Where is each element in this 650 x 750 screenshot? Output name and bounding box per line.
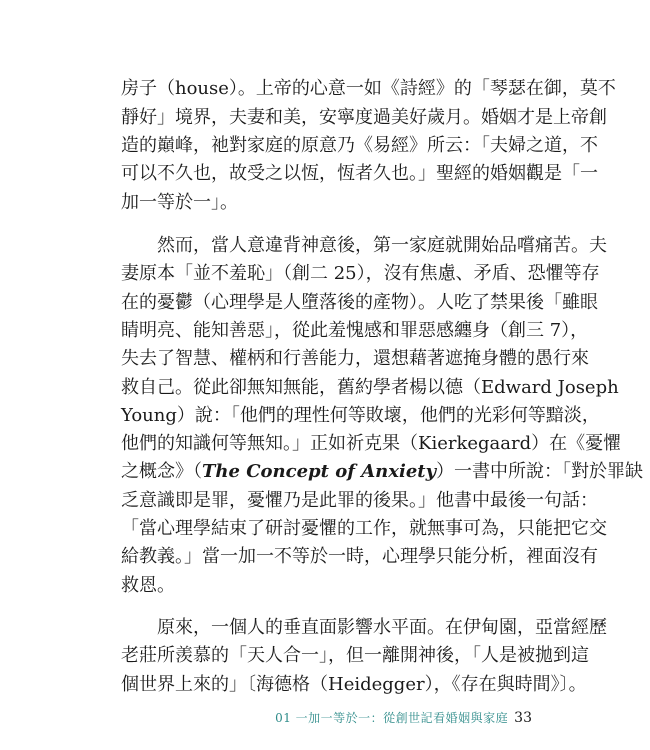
running-footer	[0, 707, 532, 726]
page-number: 33	[514, 709, 532, 726]
chapter-title: 01 一加一等於一：從創世記看婚姻與家庭	[275, 711, 509, 725]
text-line: 睛明亮、能知善惡」，從此羞愧感和罪惡感纏身（創三 7），	[121, 320, 589, 341]
text-line: 靜好」境界，夫妻和美，安寧度過美好歲月。婚姻才是上帝創	[121, 107, 607, 128]
text-line: 加一等於一」。	[121, 192, 238, 213]
text-line: 房子（house）。上帝的心意一如《詩經》的「琴瑟在御，莫不	[121, 78, 616, 99]
text-line: 在的憂鬱（心理學是人墮落後的產物）。人吃了禁果後「雖眼	[121, 292, 598, 313]
text-line: 老莊所羡慕的「天人合一」，但一離開神後，「人是被拋到這	[121, 645, 589, 666]
text-line: 「當心理學結束了研討憂懼的工作，就無事可為，只能把它交	[121, 518, 607, 539]
text-line: 乏意識即是罪，憂懼乃是此罪的後果。」他書中最後一句話：	[121, 490, 598, 511]
text-line: 給教義。」當一加一不等於一時，心理學只能分析，裡面沒有	[121, 546, 598, 567]
text-line: 救恩。	[121, 575, 175, 596]
text-line: 救自己。從此卻無知無能，舊約學者楊以德（Edward Joseph	[121, 377, 619, 398]
book-title-italic: The Concept of Anxiety	[202, 461, 437, 482]
text-line: 可以不久也，故受之以恆，恆者久也。」聖經的婚姻觀是「一	[121, 163, 598, 184]
text-line	[121, 461, 644, 482]
text-line: 個世界上來的」〔海德格（Heidegger），《存在與時間》〕。	[121, 674, 587, 695]
text-line: 他們的知識何等無知。」正如祈克果（Kierkegaard）在《憂懼	[121, 433, 622, 454]
text-segment: 之概念》（	[121, 461, 202, 482]
text-line: 原來，一個人的垂直面影響水平面。在伊甸園，亞當經歷	[121, 617, 607, 638]
text-line: 妻原本「並不羞恥」（創二 25），沒有焦慮、矛盾、恐懼等存	[121, 263, 600, 284]
text-line: Young）說：「他們的理性何等敗壞，他們的光彩何等黯淡，	[121, 405, 600, 426]
text-line: 然而，當人意違背神意後，第一家庭就開始品嚐痛苦。夫	[121, 235, 607, 256]
text-segment: ）一書中所說：「對於罪缺	[436, 461, 644, 482]
text-line: 造的巔峰，祂對家庭的原意乃《易經》所云：「夫婦之道，不	[121, 135, 598, 156]
text-line: 失去了智慧、權柄和行善能力，還想藉著遮掩身體的愚行來	[121, 348, 589, 369]
